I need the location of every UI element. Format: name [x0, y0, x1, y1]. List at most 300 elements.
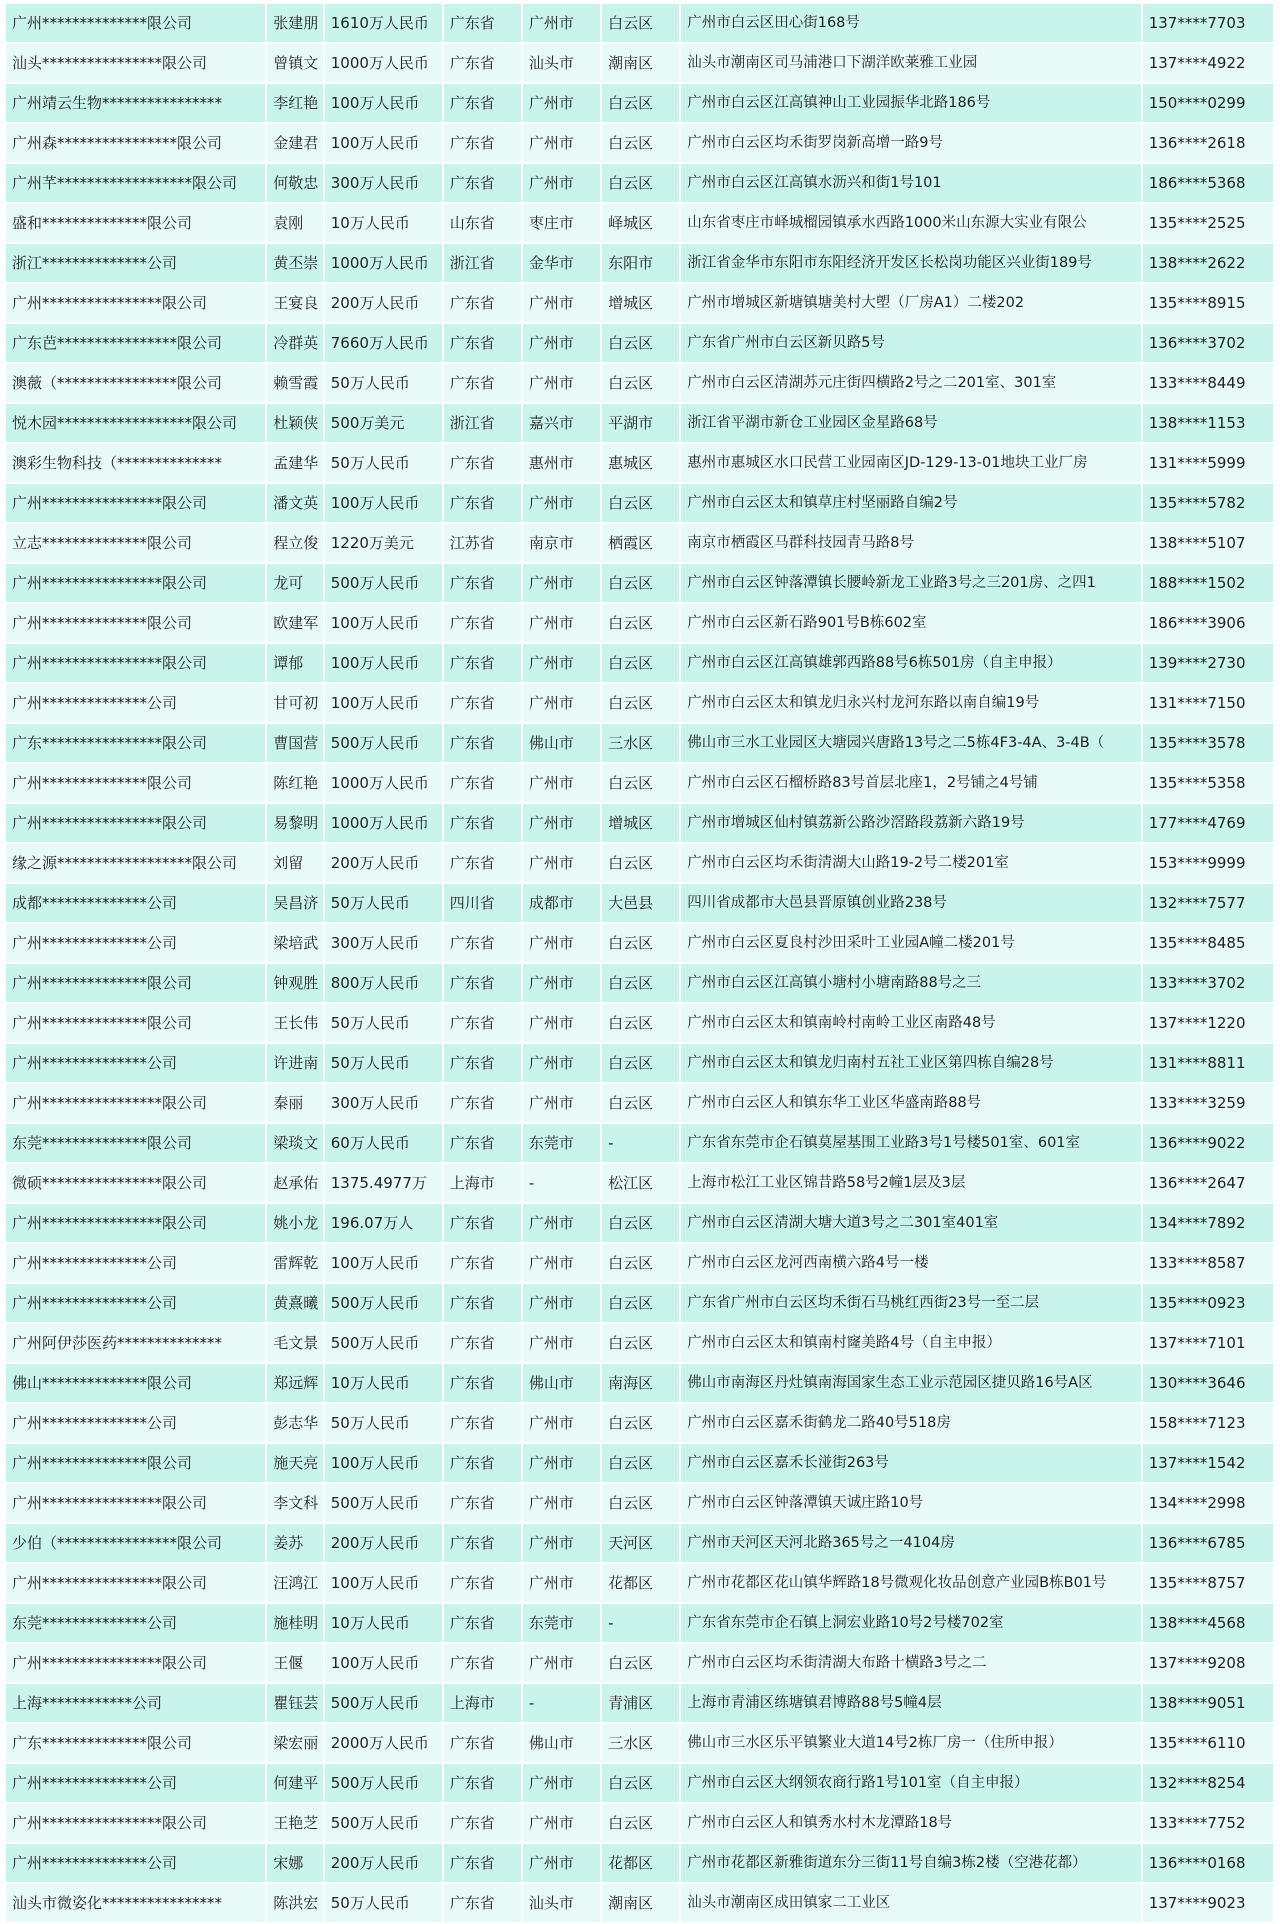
province-cell: 广东省 [444, 1084, 521, 1122]
district-cell: 花都区 [602, 1844, 679, 1882]
province-cell: 广东省 [444, 964, 521, 1002]
district-cell: 潮南区 [602, 1884, 679, 1922]
company-name-cell: 广州**************限公司 [6, 604, 265, 642]
address-cell: 广州市增城区新塘镇塘美村大塱（厂房A1）二楼202 [681, 284, 1140, 322]
legal-rep-cell: 程立俊 [267, 524, 322, 562]
province-cell: 广东省 [444, 684, 521, 722]
phone-cell: 132****8254 [1143, 1764, 1273, 1802]
province-cell: 广东省 [444, 644, 521, 682]
company-name-cell: 广州****************限公司 [6, 1804, 265, 1842]
city-cell: 惠州市 [523, 444, 600, 482]
province-cell: 广东省 [444, 804, 521, 842]
phone-cell: 136****6785 [1143, 1524, 1273, 1562]
table-row [6, 1524, 1273, 1562]
address-cell: 惠州市惠城区水口民营工业园南区JD-129-13-01地块工业厂房 [681, 444, 1140, 482]
address-cell: 广州市白云区嘉禾街鹤龙二路40号518房 [681, 1404, 1140, 1442]
company-name-cell: 浙江**************公司 [6, 244, 265, 282]
table-row [6, 484, 1273, 522]
phone-cell: 133****7752 [1143, 1804, 1273, 1842]
legal-rep-cell: 张建朋 [267, 4, 322, 42]
registered-capital-cell: 50万人民币 [325, 444, 442, 482]
phone-cell: 186****5368 [1143, 164, 1273, 202]
address-cell: 广州市白云区均禾街清湖大布路十横路3号之二 [681, 1644, 1140, 1682]
city-cell: 广州市 [523, 1524, 600, 1562]
legal-rep-cell: 刘留 [267, 844, 322, 882]
company-name-cell: 广州****************限公司 [6, 804, 265, 842]
table-row [6, 1244, 1273, 1282]
company-name-cell: 上海************公司 [6, 1684, 265, 1722]
district-cell: 白云区 [602, 1644, 679, 1682]
city-cell: 广州市 [523, 1244, 600, 1282]
registered-capital-cell: 300万人民币 [325, 1084, 442, 1122]
province-cell: 广东省 [444, 484, 521, 522]
company-name-cell: 广州****************限公司 [6, 1644, 265, 1682]
registered-capital-cell: 500万人民币 [325, 1764, 442, 1802]
registered-capital-cell: 60万人民币 [325, 1124, 442, 1162]
legal-rep-cell: 潘文英 [267, 484, 322, 522]
company-name-cell: 澳彩生物科技（************** [6, 444, 265, 482]
legal-rep-cell: 孟建华 [267, 444, 322, 482]
table-row [6, 1564, 1273, 1602]
address-cell: 广州市白云区人和镇秀水村木龙潭路18号 [681, 1804, 1140, 1842]
district-cell: 天河区 [602, 1524, 679, 1562]
registered-capital-cell: 100万人民币 [325, 644, 442, 682]
company-name-cell: 广州森****************限公司 [6, 124, 265, 162]
city-cell: 广州市 [523, 764, 600, 802]
company-name-cell: 广州**************公司 [6, 1044, 265, 1082]
district-cell: 白云区 [602, 684, 679, 722]
district-cell: 白云区 [602, 764, 679, 802]
district-cell: 东阳市 [602, 244, 679, 282]
table-row [6, 764, 1273, 802]
company-name-cell: 广州**************公司 [6, 1284, 265, 1322]
province-cell: 广东省 [444, 764, 521, 802]
table-row [6, 1484, 1273, 1522]
registered-capital-cell: 7660万人民币 [325, 324, 442, 362]
company-name-cell: 澳薇（****************限公司 [6, 364, 265, 402]
city-cell: 金华市 [523, 244, 600, 282]
city-cell: 佛山市 [523, 1724, 600, 1762]
province-cell: 广东省 [444, 564, 521, 602]
address-cell: 广州市白云区均禾街清湖大山路19-2号二楼201室 [681, 844, 1140, 882]
legal-rep-cell: 黄熹曦 [267, 1284, 322, 1322]
company-name-cell: 广州****************限公司 [6, 1084, 265, 1122]
registered-capital-cell: 50万人民币 [325, 1884, 442, 1922]
table-row [6, 1044, 1273, 1082]
registered-capital-cell: 1000万人民币 [325, 764, 442, 802]
company-name-cell: 广州**************公司 [6, 684, 265, 722]
phone-cell: 135****6110 [1143, 1724, 1273, 1762]
legal-rep-cell: 何建平 [267, 1764, 322, 1802]
registered-capital-cell: 500万人民币 [325, 1284, 442, 1322]
city-cell: 广州市 [523, 4, 600, 42]
legal-rep-cell: 梁宏丽 [267, 1724, 322, 1762]
company-name-cell: 缘之源******************限公司 [6, 844, 265, 882]
company-name-cell: 少伯（****************限公司 [6, 1524, 265, 1562]
table-row [6, 84, 1273, 122]
district-cell: 三水区 [602, 724, 679, 762]
phone-cell: 135****5782 [1143, 484, 1273, 522]
address-cell: 广州市白云区田心街168号 [681, 4, 1140, 42]
legal-rep-cell: 王偃 [267, 1644, 322, 1682]
phone-cell: 131****7150 [1143, 684, 1273, 722]
table-row [6, 564, 1273, 602]
city-cell: 广州市 [523, 1284, 600, 1322]
legal-rep-cell: 陈红艳 [267, 764, 322, 802]
registered-capital-cell: 500万人民币 [325, 1324, 442, 1362]
company-name-cell: 东莞**************公司 [6, 1604, 265, 1642]
district-cell: 白云区 [602, 324, 679, 362]
legal-rep-cell: 雷辉乾 [267, 1244, 322, 1282]
city-cell: 广州市 [523, 324, 600, 362]
registered-capital-cell: 300万人民币 [325, 164, 442, 202]
legal-rep-cell: 谭郁 [267, 644, 322, 682]
city-cell: 广州市 [523, 1444, 600, 1482]
province-cell: 上海市 [444, 1164, 521, 1202]
legal-rep-cell: 甘可初 [267, 684, 322, 722]
table-row [6, 324, 1273, 362]
table-row [6, 924, 1273, 962]
registered-capital-cell: 100万人民币 [325, 484, 442, 522]
legal-rep-cell: 汪鸿江 [267, 1564, 322, 1602]
table-row [6, 44, 1273, 82]
phone-cell: 188****1502 [1143, 564, 1273, 602]
province-cell: 广东省 [444, 84, 521, 122]
table-row [6, 164, 1273, 202]
city-cell: 广州市 [523, 84, 600, 122]
address-cell: 汕头市潮南区司马浦港口下湖洋欧莱雅工业园 [681, 44, 1140, 82]
table-body [6, 4, 1273, 1922]
district-cell: 白云区 [602, 964, 679, 1002]
address-cell: 上海市松江工业区锦昔路58号2幢1层及3层 [681, 1164, 1140, 1202]
city-cell: 广州市 [523, 1044, 600, 1082]
table-row [6, 1164, 1273, 1202]
address-cell: 广州市白云区龙河西南横六路4号一楼 [681, 1244, 1140, 1282]
city-cell: 广州市 [523, 1204, 600, 1242]
district-cell: 白云区 [602, 1444, 679, 1482]
address-cell: 佛山市南海区丹灶镇南海国家生态工业示范园区捷贝路16号A区 [681, 1364, 1140, 1402]
registered-capital-cell: 50万人民币 [325, 1044, 442, 1082]
legal-rep-cell: 袁刚 [267, 204, 322, 242]
district-cell: 白云区 [602, 1324, 679, 1362]
district-cell: 白云区 [602, 1084, 679, 1122]
table-row [6, 284, 1273, 322]
legal-rep-cell: 梁琰文 [267, 1124, 322, 1162]
registered-capital-cell: 100万人民币 [325, 684, 442, 722]
phone-cell: 150****0299 [1143, 84, 1273, 122]
registered-capital-cell: 100万人民币 [325, 1444, 442, 1482]
address-cell: 广州市白云区大纲领农商行路1号101室（自主申报） [681, 1764, 1140, 1802]
registered-capital-cell: 100万人民币 [325, 84, 442, 122]
registered-capital-cell: 500万人民币 [325, 564, 442, 602]
province-cell: 广东省 [444, 1764, 521, 1802]
province-cell: 广东省 [444, 364, 521, 402]
company-name-cell: 盛和**************限公司 [6, 204, 265, 242]
district-cell: 白云区 [602, 164, 679, 202]
phone-cell: 136****0168 [1143, 1844, 1273, 1882]
phone-cell: 137****4922 [1143, 44, 1273, 82]
district-cell: 白云区 [602, 924, 679, 962]
registered-capital-cell: 800万人民币 [325, 964, 442, 1002]
address-cell: 广州市白云区夏良村沙田采叶工业园A幢二楼201号 [681, 924, 1140, 962]
address-cell: 广州市白云区太和镇龙归南村五社工业区第四栋自编28号 [681, 1044, 1140, 1082]
district-cell: 白云区 [602, 1804, 679, 1842]
phone-cell: 133****8449 [1143, 364, 1273, 402]
address-cell: 广州市白云区江高镇水沥兴和街1号101 [681, 164, 1140, 202]
city-cell: 广州市 [523, 804, 600, 842]
table-row [6, 1444, 1273, 1482]
address-cell: 南京市栖霞区马群科技园青马路8号 [681, 524, 1140, 562]
legal-rep-cell: 欧建军 [267, 604, 322, 642]
company-table [4, 2, 1275, 1924]
legal-rep-cell: 许进南 [267, 1044, 322, 1082]
company-name-cell: 立志**************限公司 [6, 524, 265, 562]
city-cell: 佛山市 [523, 724, 600, 762]
legal-rep-cell: 宋娜 [267, 1844, 322, 1882]
legal-rep-cell: 王宴良 [267, 284, 322, 322]
district-cell: 白云区 [602, 564, 679, 602]
city-cell: - [523, 1164, 600, 1202]
address-cell: 广州市白云区清湖苏元庄街四横路2号之二201室、301室 [681, 364, 1140, 402]
registered-capital-cell: 1375.4977万 [325, 1164, 442, 1202]
province-cell: 广东省 [444, 1644, 521, 1682]
registered-capital-cell: 1610万人民币 [325, 4, 442, 42]
city-cell: 成都市 [523, 884, 600, 922]
phone-cell: 137****1542 [1143, 1444, 1273, 1482]
district-cell: 白云区 [602, 364, 679, 402]
address-cell: 广州市白云区人和镇东华工业区华盛南路88号 [681, 1084, 1140, 1122]
phone-cell: 137****7703 [1143, 4, 1273, 42]
phone-cell: 177****4769 [1143, 804, 1273, 842]
phone-cell: 153****9999 [1143, 844, 1273, 882]
company-name-cell: 广州****************限公司 [6, 1204, 265, 1242]
city-cell: 广州市 [523, 1844, 600, 1882]
province-cell: 广东省 [444, 1484, 521, 1522]
district-cell: 白云区 [602, 124, 679, 162]
district-cell: 松江区 [602, 1164, 679, 1202]
table-row [6, 524, 1273, 562]
address-cell: 浙江省金华市东阳市东阳经济开发区长松岗功能区兴业街189号 [681, 244, 1140, 282]
city-cell: 广州市 [523, 844, 600, 882]
legal-rep-cell: 冷群英 [267, 324, 322, 362]
address-cell: 上海市青浦区练塘镇君博路88号5幢4层 [681, 1684, 1140, 1722]
table-row [6, 124, 1273, 162]
city-cell: 南京市 [523, 524, 600, 562]
address-cell: 广州市白云区江高镇小塘村小塘南路88号之三 [681, 964, 1140, 1002]
address-cell: 广州市天河区天河北路365号之一4104房 [681, 1524, 1140, 1562]
district-cell: 潮南区 [602, 44, 679, 82]
province-cell: 广东省 [444, 284, 521, 322]
table-row [6, 1284, 1273, 1322]
province-cell: 广东省 [444, 44, 521, 82]
phone-cell: 136****2618 [1143, 124, 1273, 162]
address-cell: 广州市白云区钟落潭镇天诚庄路10号 [681, 1484, 1140, 1522]
district-cell: 白云区 [602, 1484, 679, 1522]
table-row [6, 804, 1273, 842]
company-name-cell: 佛山**************限公司 [6, 1364, 265, 1402]
province-cell: 广东省 [444, 1324, 521, 1362]
address-cell: 广州市花都区花山镇华辉路18号微观化妆品创意产业园B栋B01号 [681, 1564, 1140, 1602]
city-cell: 广州市 [523, 124, 600, 162]
city-cell: 广州市 [523, 364, 600, 402]
city-cell: 广州市 [523, 564, 600, 602]
province-cell: 广东省 [444, 724, 521, 762]
city-cell: 广州市 [523, 1564, 600, 1602]
city-cell: 广州市 [523, 684, 600, 722]
province-cell: 广东省 [444, 1204, 521, 1242]
district-cell: 白云区 [602, 1764, 679, 1802]
city-cell: 佛山市 [523, 1364, 600, 1402]
district-cell: 白云区 [602, 844, 679, 882]
legal-rep-cell: 吴昌济 [267, 884, 322, 922]
city-cell: 汕头市 [523, 1884, 600, 1922]
company-name-cell: 悦木园******************限公司 [6, 404, 265, 442]
legal-rep-cell: 秦丽 [267, 1084, 322, 1122]
company-name-cell: 广州**************公司 [6, 924, 265, 962]
district-cell: 青浦区 [602, 1684, 679, 1722]
phone-cell: 138****1153 [1143, 404, 1273, 442]
city-cell: 广州市 [523, 1804, 600, 1842]
district-cell: 平湖市 [602, 404, 679, 442]
registered-capital-cell: 50万人民币 [325, 364, 442, 402]
company-name-cell: 广东芭****************限公司 [6, 324, 265, 362]
address-cell: 广州市白云区太和镇草庄村坚丽路自编2号 [681, 484, 1140, 522]
legal-rep-cell: 曾镇文 [267, 44, 322, 82]
province-cell: 广东省 [444, 1724, 521, 1762]
address-cell: 广州市白云区嘉禾长湴街263号 [681, 1444, 1140, 1482]
phone-cell: 136****2647 [1143, 1164, 1273, 1202]
table-row [6, 1844, 1273, 1882]
table-row [6, 1124, 1273, 1162]
province-cell: 广东省 [444, 444, 521, 482]
table-row [6, 4, 1273, 42]
company-name-cell: 广州****************限公司 [6, 284, 265, 322]
company-name-cell: 微硕****************限公司 [6, 1164, 265, 1202]
company-name-cell: 广州****************限公司 [6, 484, 265, 522]
company-name-cell: 广州**************限公司 [6, 1004, 265, 1042]
legal-rep-cell: 施天亮 [267, 1444, 322, 1482]
city-cell: 广州市 [523, 604, 600, 642]
address-cell: 广州市白云区石榴桥路83号首层北座1，2号铺之4号铺 [681, 764, 1140, 802]
phone-cell: 138****9051 [1143, 1684, 1273, 1722]
district-cell: 惠城区 [602, 444, 679, 482]
company-name-cell: 东莞**************限公司 [6, 1124, 265, 1162]
province-cell: 浙江省 [444, 404, 521, 442]
district-cell: 南海区 [602, 1364, 679, 1402]
registered-capital-cell: 1220万美元 [325, 524, 442, 562]
phone-cell: 139****2730 [1143, 644, 1273, 682]
phone-cell: 136****9022 [1143, 1124, 1273, 1162]
address-cell: 广东省广州市白云区新贝路5号 [681, 324, 1140, 362]
district-cell: 白云区 [602, 4, 679, 42]
legal-rep-cell: 郑远辉 [267, 1364, 322, 1402]
legal-rep-cell: 姜苏 [267, 1524, 322, 1562]
registered-capital-cell: 500万人民币 [325, 1804, 442, 1842]
legal-rep-cell: 金建君 [267, 124, 322, 162]
registered-capital-cell: 200万人民币 [325, 1844, 442, 1882]
legal-rep-cell: 王艳芝 [267, 1804, 322, 1842]
district-cell: 增城区 [602, 804, 679, 842]
company-name-cell: 广东****************限公司 [6, 724, 265, 762]
province-cell: 广东省 [444, 924, 521, 962]
registered-capital-cell: 500万人民币 [325, 724, 442, 762]
registered-capital-cell: 100万人民币 [325, 124, 442, 162]
phone-cell: 138****4568 [1143, 1604, 1273, 1642]
phone-cell: 158****7123 [1143, 1404, 1273, 1442]
registered-capital-cell: 1000万人民币 [325, 804, 442, 842]
table-row [6, 1724, 1273, 1762]
phone-cell: 132****7577 [1143, 884, 1273, 922]
registered-capital-cell: 2000万人民币 [325, 1724, 442, 1762]
address-cell: 浙江省平湖市新仓工业园区金星路68号 [681, 404, 1140, 442]
district-cell: - [602, 1604, 679, 1642]
legal-rep-cell: 杜颖侠 [267, 404, 322, 442]
district-cell: 白云区 [602, 484, 679, 522]
registered-capital-cell: 10万人民币 [325, 204, 442, 242]
city-cell: 广州市 [523, 1644, 600, 1682]
province-cell: 上海市 [444, 1684, 521, 1722]
company-name-cell: 广州**************限公司 [6, 764, 265, 802]
legal-rep-cell: 李红艳 [267, 84, 322, 122]
legal-rep-cell: 赵承佑 [267, 1164, 322, 1202]
district-cell: 三水区 [602, 1724, 679, 1762]
phone-cell: 137****9023 [1143, 1884, 1273, 1922]
city-cell: 广州市 [523, 924, 600, 962]
legal-rep-cell: 施桂明 [267, 1604, 322, 1642]
address-cell: 广州市白云区清湖大塘大道3号之二301室401室 [681, 1204, 1140, 1242]
district-cell: 白云区 [602, 1044, 679, 1082]
registered-capital-cell: 200万人民币 [325, 284, 442, 322]
registered-capital-cell: 10万人民币 [325, 1364, 442, 1402]
company-name-cell: 广州****************限公司 [6, 1484, 265, 1522]
phone-cell: 137****9208 [1143, 1644, 1273, 1682]
district-cell: 白云区 [602, 1004, 679, 1042]
district-cell: 栖霞区 [602, 524, 679, 562]
table-row [6, 1804, 1273, 1842]
company-name-cell: 广州**************公司 [6, 1764, 265, 1802]
legal-rep-cell: 李文科 [267, 1484, 322, 1522]
province-cell: 广东省 [444, 1004, 521, 1042]
registered-capital-cell: 200万人民币 [325, 844, 442, 882]
registered-capital-cell: 100万人民币 [325, 1244, 442, 1282]
district-cell: 白云区 [602, 644, 679, 682]
province-cell: 广东省 [444, 1364, 521, 1402]
legal-rep-cell: 王长伟 [267, 1004, 322, 1042]
phone-cell: 135****8757 [1143, 1564, 1273, 1602]
province-cell: 广东省 [444, 1564, 521, 1602]
table-row [6, 964, 1273, 1002]
registered-capital-cell: 50万人民币 [325, 884, 442, 922]
city-cell: 嘉兴市 [523, 404, 600, 442]
city-cell: 广州市 [523, 1324, 600, 1362]
address-cell: 广州市花都区新雅街道东分三街11号自编3栋2楼（空港花都） [681, 1844, 1140, 1882]
province-cell: 广东省 [444, 124, 521, 162]
province-cell: 广东省 [444, 1884, 521, 1922]
table-row [6, 1324, 1273, 1362]
address-cell: 广东省东莞市企石镇上洞宏业路10号2号楼702室 [681, 1604, 1140, 1642]
registered-capital-cell: 100万人民币 [325, 1564, 442, 1602]
registered-capital-cell: 50万人民币 [325, 1004, 442, 1042]
district-cell: 增城区 [602, 284, 679, 322]
registered-capital-cell: 196.07万人 [325, 1204, 442, 1242]
city-cell: 广州市 [523, 284, 600, 322]
phone-cell: 135****2525 [1143, 204, 1273, 242]
city-cell: 广州市 [523, 1764, 600, 1802]
phone-cell: 135****3578 [1143, 724, 1273, 762]
company-name-cell: 广州**************公司 [6, 1844, 265, 1882]
address-cell: 山东省枣庄市峄城榴园镇承水西路1000米山东源大实业有限公 [681, 204, 1140, 242]
table-row [6, 604, 1273, 642]
